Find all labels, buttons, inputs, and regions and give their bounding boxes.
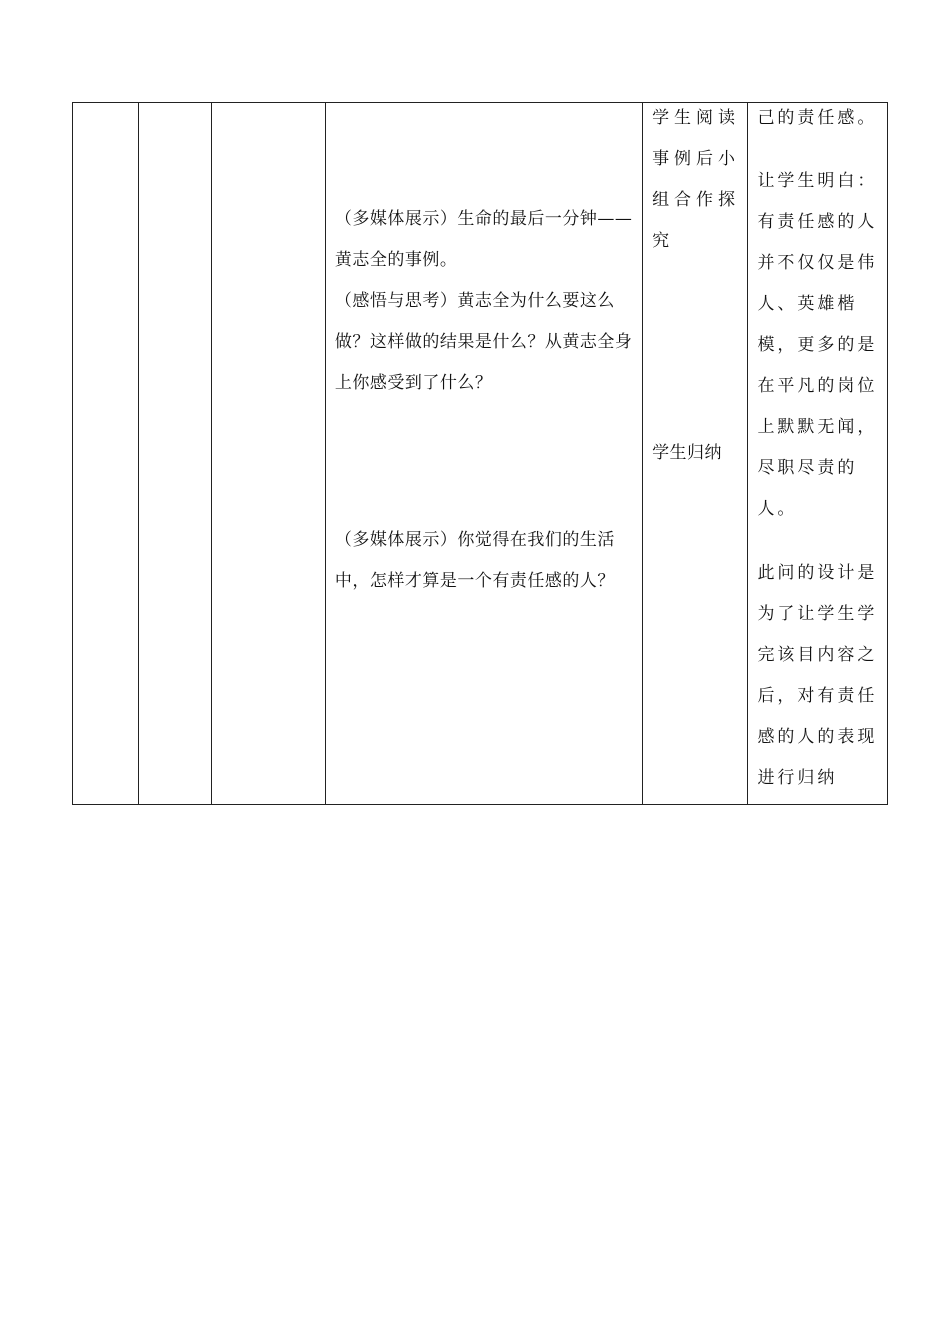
empty-cell-1 xyxy=(73,103,139,805)
student-activity-cell xyxy=(643,103,748,805)
lesson-plan-table xyxy=(72,102,888,805)
content-paragraph-2: （感悟与思考）黄志全为什么要这么做？这样做的结果是什么？从黄志全身上你感受到了什么？ xyxy=(334,291,633,393)
activity-paragraph-2: 学生归纳 xyxy=(652,443,723,463)
table-row xyxy=(73,103,888,805)
design-intent-cell xyxy=(748,103,888,805)
content-paragraph-3: （多媒体展示）你觉得在我们的生活中，怎样才算是一个有责任感的人？ xyxy=(334,530,615,591)
intent-paragraph-3: 此问的设计是为了让学生学完该目内容之后，对有责任感的人的表现进行归纳 xyxy=(757,563,878,788)
intent-paragraph-2: 让学生明白：有责任感的人并不仅仅是伟人、英雄楷模，更多的是在平凡的岗位上默默无闻，尽职尽责的人。 xyxy=(757,171,878,519)
intent-paragraph-1: 己的责任感。 xyxy=(757,108,878,128)
empty-cell-2 xyxy=(139,103,211,805)
teaching-content-cell xyxy=(325,103,642,805)
activity-paragraph-1: 学生阅读事例后小组合作探究 xyxy=(652,108,741,251)
content-paragraph-1: （多媒体展示）生命的最后一分钟——黄志全的事例。 xyxy=(334,209,633,270)
empty-cell-3 xyxy=(211,103,325,805)
